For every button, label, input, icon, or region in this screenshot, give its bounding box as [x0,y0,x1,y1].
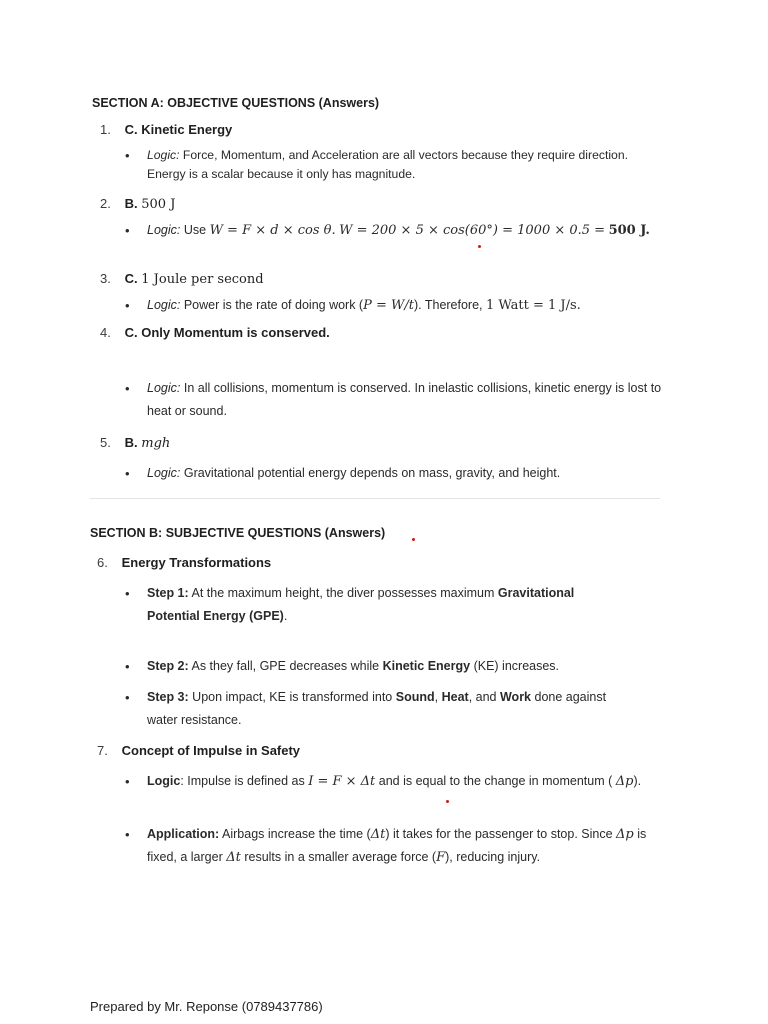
question-4-answer [100,324,330,342]
application-text-e: ), reducing injury. [445,850,541,864]
bullet-icon: • [125,827,130,842]
section-divider [90,498,660,499]
logic-label: Logic: [147,466,181,480]
question-2-answer [100,195,175,214]
answer-letter: C. [124,122,138,137]
answer-letter: B. [124,435,138,450]
answer-text: 500 J [141,197,176,212]
logic-formula-work: W = F × d × cos θ. [209,223,336,238]
answer-sheet-page: SECTION A: OBJECTIVE QUESTIONS (Answers) 1. C. Kinetic Energy • Logic: Force, Momentum, and Acceleration are all vectors because they require direction. Energy is a scalar because it only has magnitude. 2. B. 500 J • Logic: Use W = F × d × cos θ. W = 200 × 5 × cos(60°) = 1000 × 0.5 = 500 J. 3. C. 1 Joule per second • Logic: Power is the rate of doing work (P = W/t). Therefore, 1 Watt = 1 J/s. 4. C. Only Momentum is conserved. • Logic: In all collisions, momentum is conserved. In inelastic collisions, kinetic energy is lost to heat or sound. 5. B. mgh • Logic: Gravitational potential energy depends on mass, gravity, and height. SECTION B: SUBJECTIVE QUESTIONS (Answers) 6. Energy Transformations • Step 1: At the maximum height, the diver possesses maximum Gravitational Potential Energy (GPE). • Step 2: As they fall, GPE decreases while Kinetic Energy (KE) increases. • Step 3: Upon impact, KE is transformed into Sound, Heat, and Work done against water resistance. 7. Concept of Impulse in Safety • Logic: Impulse is defined as I = F × Δt and is equal to the change in momentum ( Δp). • Application: Airbags increase the time (Δt) it takes for the passenger to stop. Since Δp is fixed, a larger Δt results in a smaller average force (F), reducing injury. Prepared by Mr. Reponse (0789437786) [90,96,662,1014]
step-bold-term: Gravitational Potential Energy (GPE) [147,586,575,623]
step-bold-heat: Heat [441,690,469,704]
logic-text-b: and is equal to the change in momentum ( [378,774,613,788]
logic-text: In all collisions, momentum is conserved. In inelastic collisions, kinetic energy is lost to heat or sound. [147,381,662,418]
step-bold-term: Kinetic Energy [382,659,471,673]
step-label: Step 1: [147,586,189,600]
section-a-heading: SECTION A: OBJECTIVE QUESTIONS (Answers) [92,96,380,110]
application-label: Application: [147,827,220,841]
step-text: Upon impact, KE is transformed into [192,690,393,704]
question-number: 4. [100,325,111,340]
logic-formula-watt: 1 Watt = 1 J/s. [486,298,581,313]
question-number: 1. [100,122,111,137]
bullet-icon: • [125,690,130,705]
bullet-icon: • [125,466,130,481]
logic-text-a: : Impulse is defined as [180,774,305,788]
question-number: 7. [97,743,108,758]
bullet-icon: • [125,586,130,601]
step-text: As they fall, GPE decreases while [191,659,380,673]
answer-letter: C. [124,271,138,286]
bullet-icon: • [125,381,130,396]
question-number: 2. [100,196,111,211]
logic-formula-impulse: I = F × Δt [308,774,376,789]
red-mark-dot [478,245,481,248]
bullet-icon: • [125,298,130,313]
step-and: , and [468,690,497,704]
red-mark-dot [412,538,415,541]
step-text: At the maximum height, the diver possesses maximum [191,586,495,600]
answer-text: Only Momentum is conserved. [141,325,330,340]
answer-letter: B. [124,196,138,211]
logic-label: Logic [147,774,181,788]
logic-text-b: ). Therefore, [413,298,483,312]
footer-credit: Prepared by Mr. Reponse (0789437786) [90,999,323,1014]
logic-text: Force, Momentum, and Acceleration are all vectors because they require direction. Energy is a scalar because it only has magnitude. [147,148,628,181]
logic-label: Logic: [147,148,180,162]
step-end: (KE) increases. [473,659,560,673]
bullet-icon: • [125,223,130,238]
step-bold-sound: Sound [395,690,435,704]
application-text-a: Airbags increase the time ( [222,827,371,841]
application-formula-dt-2: Δt [226,850,241,865]
application-formula-force: F [436,850,446,865]
answer-text: mgh [141,436,171,451]
bullet-icon: • [125,774,130,789]
red-mark-dot [446,800,449,803]
question-number: 5. [100,435,111,450]
question-number: 6. [97,555,108,570]
step-label: Step 2: [147,659,189,673]
application-formula-dt: Δt [370,827,386,842]
question-6-answer [97,554,271,572]
step-end: done against water resistance. [147,690,607,727]
logic-use: Use [183,223,207,237]
question-1-answer [100,121,232,139]
logic-text-a: Power is the rate of doing work ( [183,298,364,312]
logic-formula-power: P = W/t [363,298,414,313]
logic-text-c: ). [633,774,642,788]
answer-text: Kinetic Energy [141,122,233,137]
logic-formula-calc: W = 200 × 5 × cos(60°) = 1000 × 0.5 = [339,223,606,238]
step-label: Step 3: [147,690,189,704]
question-number: 3. [100,271,111,286]
logic-label: Logic: [147,381,181,395]
step-bold-work: Work [499,690,532,704]
logic-text: Gravitational potential energy depends on mass, gravity, and height. [183,466,561,480]
application-text-d: results in a smaller average force ( [244,850,437,864]
logic-label: Logic: [147,298,181,312]
logic-result: 500 J. [608,223,650,238]
application-text-b: ) it takes for the passenger to stop. Since [385,827,613,841]
question-5-answer [100,434,170,453]
question-3-answer [100,270,264,289]
answer-letter: C. [124,325,138,340]
application-text-c: is fixed, a larger [147,827,647,864]
step-end: . [283,609,288,623]
bullet-icon: • [125,148,130,163]
logic-formula-momentum: Δp [615,774,634,789]
application-formula-dp: Δp [616,827,634,842]
section-b-heading: SECTION B: SUBJECTIVE QUESTIONS (Answers) [90,526,386,540]
bullet-icon: • [125,659,130,674]
logic-label: Logic: [147,223,181,237]
question-7-answer [97,742,300,760]
question-title: Concept of Impulse in Safety [121,743,301,758]
question-title: Energy Transformations [121,555,272,570]
answer-text: 1 Joule per second [141,272,264,287]
